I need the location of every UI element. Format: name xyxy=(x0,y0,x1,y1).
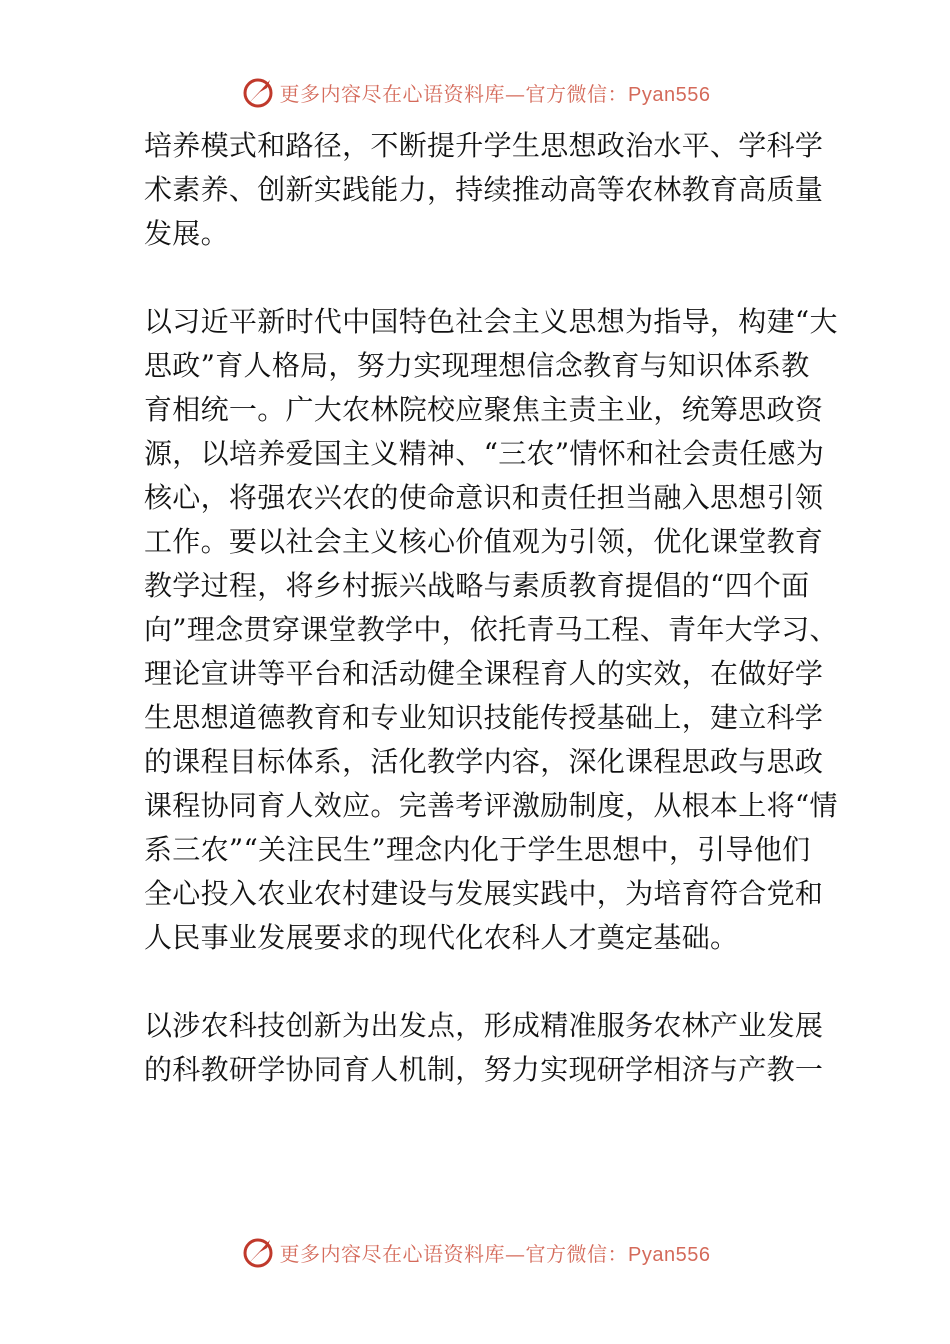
header-wechat-id: Pyan556 xyxy=(628,83,711,106)
text-line: 源，以培养爱国主义精神、“三农”情怀和社会责任感为 xyxy=(144,437,825,470)
text-line: 系三农”“关注民生”理念内化于学生思想中，引导他们 xyxy=(144,833,811,866)
paragraph-3 xyxy=(144,1004,824,1092)
text-line: 的课程目标体系，活化教学内容，深化课程思政与思政 xyxy=(144,745,824,778)
quill-pen-logo-icon xyxy=(240,74,276,110)
quill-pen-logo-icon xyxy=(240,1234,276,1270)
footer-wechat-id: Pyan556 xyxy=(628,1243,711,1266)
paragraph-2 xyxy=(144,300,838,960)
paragraph-gap xyxy=(144,256,814,300)
footer-label: 更多内容尽在心语资料库—官方微信： xyxy=(279,1241,629,1266)
text-line: 人民事业发展要求的现代化农科人才奠定基础。 xyxy=(144,921,739,954)
footer-banner xyxy=(0,1232,950,1272)
text-line: 以涉农科技创新为出发点，形成精准服务农林产业发展 xyxy=(144,1009,824,1042)
text-line: 育相统一。广大农林院校应聚焦主责主业，统筹思政资 xyxy=(144,393,824,426)
text-line: 生思想道德教育和专业知识技能传授基础上，建立科学 xyxy=(144,701,824,734)
header-text xyxy=(280,78,711,107)
text-line: 思政”育人格局，努力实现理想信念教育与知识体系教 xyxy=(144,349,810,382)
text-line: 以习近平新时代中国特色社会主义思想为指导，构建“大 xyxy=(144,305,838,338)
text-line: 全心投入农业农村建设与发展实践中，为培育符合党和 xyxy=(144,877,824,910)
text-line: 工作。要以社会主义核心价值观为引领，优化课堂教育 xyxy=(144,525,824,558)
header-banner xyxy=(0,72,950,112)
text-line: 向”理念贯穿课堂教学中，依托青马工程、青年大学习、 xyxy=(144,613,838,646)
text-line: 的科教研学协同育人机制，努力实现研学相济与产教一 xyxy=(144,1053,824,1086)
document-body xyxy=(144,124,838,1092)
text-line: 教学过程，将乡村振兴战略与素质教育提倡的“四个面 xyxy=(144,569,810,602)
paragraph-gap xyxy=(144,960,814,1004)
text-line: 理论宣讲等平台和活动健全课程育人的实效，在做好学 xyxy=(144,657,824,690)
text-line: 课程协同育人效应。完善考评激励制度，从根本上将“情 xyxy=(144,789,838,822)
text-line: 核心，将强农兴农的使命意识和责任担当融入思想引领 xyxy=(144,481,824,514)
header-label: 更多内容尽在心语资料库—官方微信： xyxy=(279,81,629,106)
paragraph-1 xyxy=(144,124,824,256)
text-line: 培养模式和路径，不断提升学生思想政治水平、学科学 xyxy=(144,129,824,162)
text-line: 发展。 xyxy=(144,217,229,250)
text-line: 术素养、创新实践能力，持续推动高等农林教育高质量 xyxy=(144,173,824,206)
footer-text xyxy=(280,1238,711,1267)
